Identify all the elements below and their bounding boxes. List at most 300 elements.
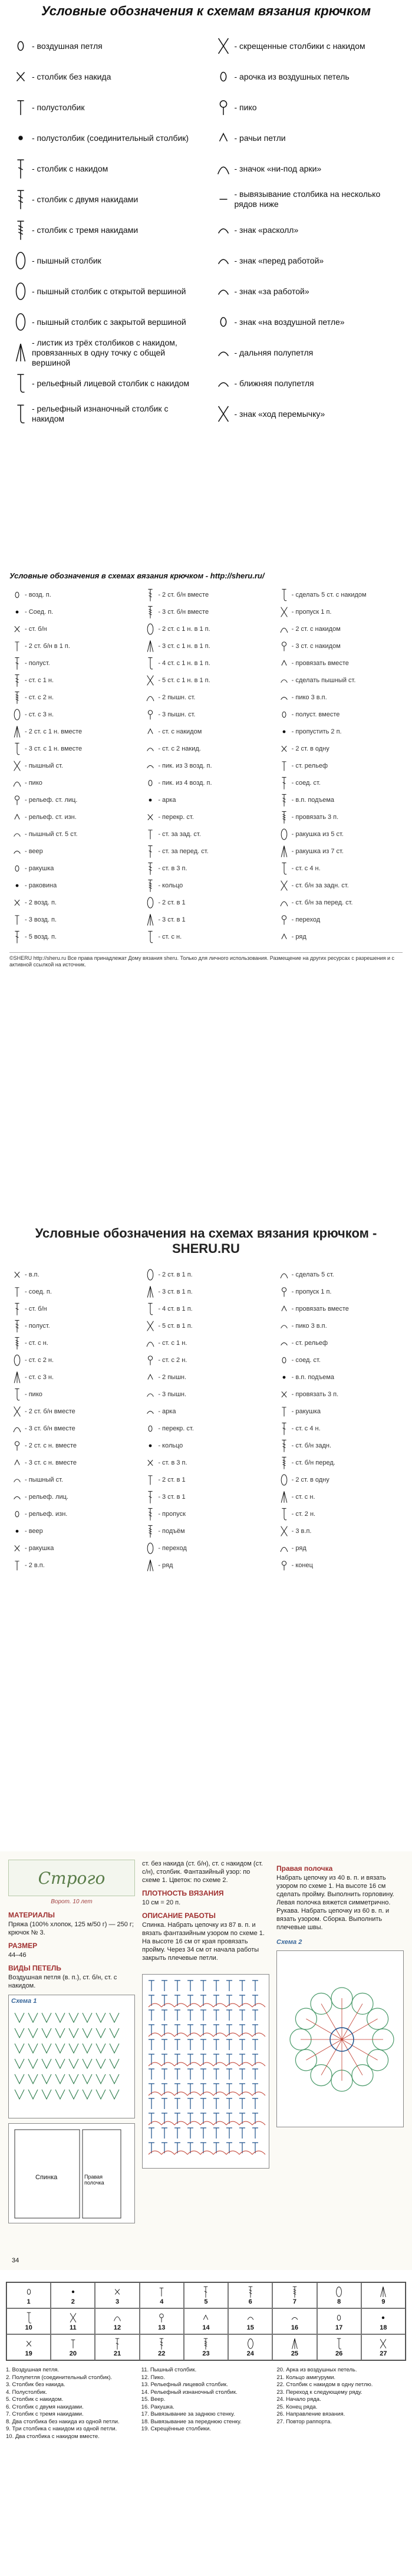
list-item-label: - 2 ст. с 1 н. в 1 п. [158,625,210,633]
list-item [276,1420,403,1437]
list-item [9,894,136,911]
crab-icon [199,2311,212,2324]
cell-number: 16 [291,2324,299,2331]
loop-icon [143,759,158,773]
list-item [276,672,403,689]
picot-icon [143,1353,158,1367]
list-item: 21. Кольцо амигуруми. [276,2374,336,2381]
list-item-label: - ст. с накидом [158,728,202,735]
picot-icon [143,708,158,722]
crossover-icon [212,401,235,427]
list-item-label: - ст. рельеф [291,1339,328,1347]
front-work-icon [212,248,235,274]
chart-1-label: Схема 1 [11,1998,37,2005]
list-item [276,740,403,757]
symbol-list-2 [141,2367,271,2440]
double-icon [9,930,25,944]
chain-stitch-icon [9,33,32,59]
list-item-label: - 5 ст. с 1 н. в 1 п. [158,676,210,684]
list-item-label: - 5 ст. в 1 п. [158,1322,193,1330]
list-item: 22. Столбик с накидом в одну петлю. [276,2381,373,2388]
legend-item [212,245,403,276]
legend-label: - столбик без накида [32,71,111,81]
list-item [276,791,403,808]
list-item [9,1539,136,1557]
list-item [276,1351,403,1368]
legend-item [9,92,200,123]
schematic-drawing [9,2124,127,2223]
list-item [143,689,269,706]
list-item [9,1266,136,1283]
list-item [276,620,403,637]
list-item [9,774,136,791]
list-item-label: - 3 пышн. [158,1390,187,1398]
symbol-cell [361,2334,406,2360]
list-item-label: - сделать 5 ст. [291,1271,334,1278]
legend-label: - арочка из воздушных петель [234,71,350,81]
list-item-label: - ст. рельеф [291,762,328,769]
list-item-label: - в.п. [25,1271,39,1278]
double-icon [143,844,158,858]
relief-icon [143,1302,158,1316]
list-item [143,1368,269,1386]
legend-item [212,307,403,337]
picot-icon [155,2311,168,2324]
legend-item [212,92,403,123]
loop-icon [9,1490,25,1504]
list-item-label: - ст. с 1 н. [25,676,54,684]
list-item-label: - 2 ст. с н. вместе [25,1442,77,1449]
leaf-icon [9,725,25,739]
legend-item [212,337,403,368]
relief-icon [9,1387,25,1401]
single-icon [143,810,158,824]
legend-item [9,153,200,184]
legend-label: - пышный столбик с закрытой вершиной [32,317,186,327]
list-item-label: - ракушка [25,1544,54,1552]
list-item-label: - переход [158,1544,187,1552]
cell-number: 6 [248,2298,252,2305]
list-item: 20. Арка из воздушных петель. [276,2367,357,2373]
legend-item [9,215,200,245]
slip-icon [9,879,25,893]
legend-item [9,399,200,429]
list-item-label: - арка [158,796,176,804]
leaf-icon [143,1558,158,1572]
list-item [9,757,136,774]
list-item-label: - пико 3 в.п. [291,693,327,701]
list-item [143,808,269,825]
slip-icon [276,1370,292,1384]
puff-icon [276,827,292,841]
symbol-cell [95,2334,139,2360]
legend-label: - столбик с накидом [32,163,108,173]
list-item: 16. Ракушка. [141,2403,174,2410]
symbol-cell [184,2334,228,2360]
legend-item [9,245,200,276]
list-item-label: - провязать 3 п. [291,813,339,821]
list-item: 19. Скрещённые столбики. [141,2426,211,2432]
relief-icon [143,656,158,670]
symbol-cell [140,2308,184,2334]
list-item [276,1300,403,1317]
list-item [9,928,136,945]
crab-icon [9,1456,25,1470]
list-item [276,911,403,928]
list-item-label: - ракушка из 7 ст. [291,847,344,855]
leaf-icon [143,639,158,653]
list-item-label: - ст. б/н [25,1305,47,1312]
half-icon [143,1473,158,1487]
relief-back-icon [9,401,32,427]
chain-icon [9,861,25,876]
list-item-label: - пик. из 3 возд. п. [158,762,212,769]
list-item: 23. Переход к следующему ряду. [276,2389,362,2396]
legend-label: - рельефный изнаночный столбик с накидом [32,404,169,423]
symbol-cell [51,2334,95,2360]
list-item-label: - ст. б/н за перед. ст. [291,899,353,906]
slip-icon [9,1524,25,1538]
list-item [276,843,403,860]
sheru-legend-scan [0,569,412,1218]
legend-left-column [9,31,200,429]
list-item [143,1454,269,1471]
slip-icon [276,725,292,739]
leaf-icon [276,1490,292,1504]
cell-number: 3 [115,2298,120,2305]
sheru-legend-2 [0,1223,412,1843]
chain-icon [22,2285,35,2298]
puff-icon [9,1353,25,1367]
list-item [143,1334,269,1351]
picot-icon [276,1285,292,1299]
cell-number: 10 [25,2324,32,2331]
list-item-label: - конец [291,1561,313,1569]
list-item-label: - ряд [291,933,306,940]
legend-item [9,31,200,61]
list-item: 9. Три столбика с накидом из одной петли. [6,2426,117,2432]
density-text: 10 см = 20 п. [142,1899,181,1906]
leaf-icon [276,844,292,858]
list-item-label: - ракушка [291,1407,321,1415]
copyright-footnote: ©SHERU http://sheru.ru Все права принадлежат Дому вязания sheru. Только для личного использования. Размещение на других ресурсах с разрешения и с активной ссылкой на источник. [9,952,403,968]
list-item-label: - полуст. [25,1322,50,1330]
cell-number: 27 [380,2350,387,2357]
list-item-label: - пышный ст. 5 ст. [25,830,78,838]
list-item [143,1471,269,1488]
list-item [9,1488,136,1505]
list-item [276,1334,403,1351]
right-text: Набрать цепочку из 40 в. п. и вязать узором по схеме 1. На высоте 16 см сделать пройму. Выполнить горловину. Левая полочка вяжется симметрично. Рукава. Набрать цепочку из 60 в. п. и вязать узором. Сборка. Выполнить плечевые швы. [276,1874,394,1931]
list-item: 2. Полупетля (соединительный столбик). [6,2374,113,2381]
list-item [143,1522,269,1539]
magazine-right-column [276,1860,404,2262]
treble-crochet-icon [9,186,32,212]
chain-icon [276,1353,292,1367]
list-item-label: - ст. с н. [291,1493,315,1501]
sheru2-column-1 [9,1266,136,1574]
list-item-label: - веер [25,1527,43,1535]
magazine-brand [8,1860,135,1896]
magazine-page [0,1851,412,2270]
list-item [143,843,269,860]
cell-number: 20 [69,2350,77,2357]
magazine-middle-column [142,1860,269,2262]
legend-label: - листик из трёх столбиков с накидом, провязанных в одну точку с общей вершиной [32,337,177,367]
legend-item [212,399,403,429]
list-item [276,877,403,894]
list-item [276,1522,403,1539]
triple-icon [143,605,158,619]
leaf-cluster-icon [9,340,32,366]
cell-number: 14 [202,2324,210,2331]
chart-2-label: Схема 2 [276,1939,302,1946]
bump-icon [276,673,292,687]
list-item-label: - соед. ст. [291,1356,321,1364]
legend-label: - столбик с тремя накидами [32,225,139,235]
near-loop-icon [212,370,235,396]
list-item [143,620,269,637]
legend-item [9,337,200,368]
cell-number: 8 [337,2298,341,2305]
list-item-label: - ст. с 4 н. [291,864,321,872]
stitches-heading: ВИДЫ ПЕТЕЛЬ [8,1964,61,1972]
list-item-label: - 2 пышн. [158,1373,187,1381]
density-heading: ПЛОТНОСТЬ ВЯЗАНИЯ [142,1889,224,1897]
list-item-label: - ст. с 2 н. [158,1356,187,1364]
cell-number: 18 [380,2324,387,2331]
crab-icon [276,930,292,944]
arch-icon [276,1268,292,1282]
list-item [143,723,269,740]
list-item [276,1454,403,1471]
list-item: 1. Воздушная петля. [6,2367,60,2373]
list-item [9,1300,136,1317]
crossed-icon [9,1404,25,1419]
puff-icon [143,1541,158,1555]
slip-icon [67,2285,80,2298]
chain-icon [9,1507,25,1521]
list-item-label: - 2 в.п. [25,1561,45,1569]
list-item-label: - 3 возд. п. [25,916,57,923]
list-item [276,1539,403,1557]
list-item: 26. Направление вязания. [276,2411,345,2417]
legend-label: - столбик с двумя накидами [32,194,139,204]
single-icon [9,1268,25,1282]
list-item-label: - перекр. ст. [158,1424,194,1432]
list-item-label: - возд. п. [25,591,51,598]
list-item-label: - 2 ст. б/н вместе [25,1407,75,1415]
schematic-front-label: Правая полочка [84,2174,104,2186]
list-item-label: - 4 ст. с 1 н. в 1 п. [158,659,210,667]
chain-icon [9,588,25,602]
list-item-label: - ст. б/н задн. [291,1442,332,1449]
list-item [9,637,136,654]
list-item-label: - перекр. ст. [158,813,194,821]
list-item-label: - пышный ст. [25,1476,63,1483]
list-item-label: - пышный ст. [25,762,63,769]
list-item [143,1420,269,1437]
sheru-subtitle: Условные обозначения в схемах вязания крючком - http://sheru.ru/ [9,571,265,580]
list-item [143,1386,269,1403]
list-item [276,1403,403,1420]
zigzag-arch-icon [212,156,235,182]
list-item [276,654,403,672]
list-item-label: - ст. б/н [25,625,47,633]
list-item-label: - ст. с 1 н. [158,1339,187,1347]
list-item-label: - ст. в 3 п. [158,1459,187,1466]
list-item [9,689,136,706]
triple-icon [143,1524,158,1538]
list-item-label: - 2 ст. в одну [291,745,329,752]
list-item [143,1505,269,1522]
list-item-label: - 2 ст. с накидом [291,625,341,633]
list-item-label: - сделать 5 ст. с накидом [291,591,367,598]
puff-closed-top-icon [9,309,32,335]
list-item-label: - пико [25,1390,42,1398]
list-item-label: - пико [25,779,42,787]
picot-icon [276,639,292,653]
crossed-icon [276,1524,292,1538]
list-item-label: - полуст. [25,659,50,667]
symbol-list-3 [276,2367,406,2440]
arch-icon [9,1422,25,1436]
list-item [9,911,136,928]
double-crochet-icon [9,156,32,182]
list-item-label: - ст. б/н перед. [291,1459,335,1466]
list-item [9,1368,136,1386]
crab-icon [143,725,158,739]
bump-icon [9,1473,25,1487]
cell-number: 23 [202,2350,210,2357]
list-item-label: - рельеф. ст. изн. [25,813,77,821]
chain-icon [143,776,158,790]
list-item-label: - ст. с н. [25,1339,48,1347]
triple-icon [199,2337,212,2350]
symbol-cell [317,2308,361,2334]
legend-item [9,307,200,337]
treble-icon [155,2337,168,2350]
list-item [276,860,403,877]
triple-icon [9,690,25,705]
cell-number: 17 [335,2324,343,2331]
legend-label: - знак «перед работой» [234,255,324,265]
single-icon [9,1541,25,1555]
list-item [276,1437,403,1454]
puff-icon [143,896,158,910]
half-icon [9,1558,25,1572]
page-number: 34 [12,2257,19,2264]
list-item [143,1437,269,1454]
list-item-label: - в.п. подъема [291,1373,335,1381]
chain-icon [276,708,292,722]
chain-icon [332,2311,345,2324]
legend-label: - знак «за работой» [234,286,309,296]
treble-icon [9,673,25,687]
list-item-label: - ст. с 2 накид. [158,745,201,752]
list-item-label: - пропуск [158,1510,186,1518]
symbol-cell [6,2334,51,2360]
double-icon [276,776,292,790]
arch-icon [111,2311,124,2324]
legend-label: - рачьи петли [234,133,286,143]
legend-label: - скрещенные столбики с накидом [234,41,365,51]
crossed-icon [9,759,25,773]
picot-icon [212,94,235,120]
list-item-label: - провязать вместе [291,659,349,667]
treble-icon [244,2285,257,2298]
list-item [143,825,269,843]
list-item [276,757,403,774]
list-item [143,603,269,620]
list-item-label: - 3 ст. с 1 н. в 1 п. [158,642,210,650]
list-item-label: - 3 ст. б/н вместе [25,1424,75,1432]
list-item: 17. Вывязывание за заднюю стенку. [141,2411,235,2417]
treble-icon [143,1507,158,1521]
list-item-label: - пико 3 в.п. [291,1322,327,1330]
symbol-cell [6,2308,51,2334]
legend-item [212,184,403,215]
symbol-cell [51,2282,95,2308]
list-item [143,928,269,945]
list-item [276,928,403,945]
list-item [143,1539,269,1557]
list-item [276,1471,403,1488]
legend-label: - воздушная петля [32,41,103,51]
legend-item [212,61,403,92]
list-item-label: - 2 ст. в 1 [158,899,186,906]
legend-label: - пышный столбик [32,255,101,265]
double-icon [199,2285,212,2298]
single-icon [9,896,25,910]
legend-item [212,276,403,307]
mid-intro: ст. без накида (ст. б/н), ст. с накидом (ст. с/н), столбик. Фантазийный узор: по схеме 1. Цветок: по схеме 2. [142,1860,263,1884]
crossed-icon [276,605,292,619]
loop-icon [143,1404,158,1419]
list-item [9,877,136,894]
puff-open-top-icon [9,278,32,304]
cell-number: 15 [246,2324,254,2331]
list-item [9,620,136,637]
list-item [143,1403,269,1420]
list-item [276,1283,403,1300]
cell-number: 13 [158,2324,166,2331]
bump-icon [143,1387,158,1401]
list-item-label: - ст. б/н за задн. ст. [291,881,349,889]
list-item [143,654,269,672]
crossed-stitch-icon [212,33,235,59]
half-icon [9,1285,25,1299]
size-heading: РАЗМЕР [8,1942,38,1950]
bump-icon [9,827,25,841]
list-item-label: - ст. с 3 н. [25,1373,54,1381]
list-item-label: - провязать вместе [291,1305,349,1312]
list-item [143,860,269,877]
symbol-cell [140,2282,184,2308]
cell-number: 2 [71,2298,75,2305]
list-item-label: - 5 возд. п. [25,933,57,940]
list-item [276,1317,403,1334]
list-item [9,1471,136,1488]
legend-right-column [212,31,403,429]
chain-icon [143,1422,158,1436]
size-text: 44–46 [8,1952,27,1959]
half-double-icon [9,94,32,120]
garment-schematic [8,2123,135,2223]
puff-icon [143,1268,158,1282]
leaf-icon [377,2285,390,2298]
list-item [143,1300,269,1317]
